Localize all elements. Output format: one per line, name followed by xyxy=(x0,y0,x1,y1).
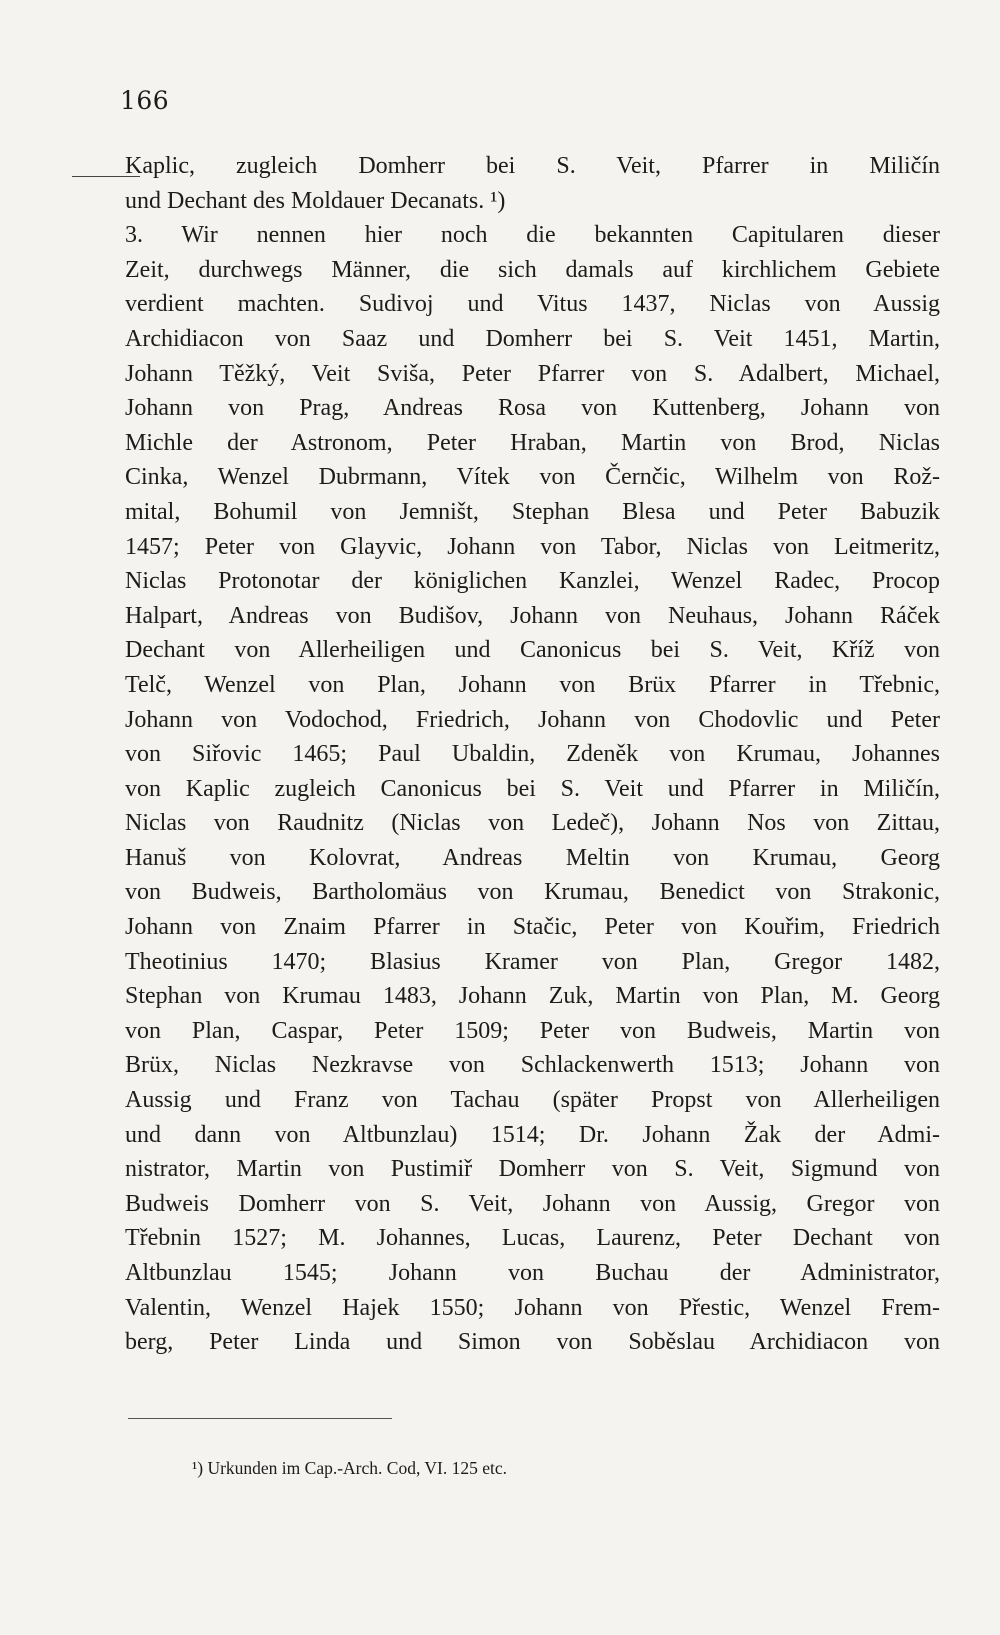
page-number: 166 xyxy=(120,86,170,115)
text-line: und Dechant des Moldauer Decanats. ¹) xyxy=(125,187,506,214)
text-line: Dechant von Allerheiligen und Canonicus bei S. Veit, Kříž von xyxy=(125,637,940,664)
text-line: Cinka, Wenzel Dubrmann, Vítek von Černčic, Wilhelm von Rož- xyxy=(125,464,940,491)
text-line: berg, Peter Linda und Simon von Soběslau Archidiacon von xyxy=(125,1329,940,1356)
text-line: von Budweis, Bartholomäus von Krumau, Benedict von Strakonic, xyxy=(125,879,940,906)
text-line: Theotinius 1470; Blasius Kramer von Plan, Gregor 1482, xyxy=(125,948,940,975)
text-line: Aussig und Franz von Tachau (später Propst von Allerheiligen xyxy=(125,1087,940,1114)
text-line: Johann von Vodochod, Friedrich, Johann von Chodovlic und Peter xyxy=(125,706,940,733)
body-text xyxy=(125,149,940,1360)
text-line: Stephan von Krumau 1483, Johann Zuk, Martin von Plan, M. Georg xyxy=(125,983,940,1010)
text-line: Halpart, Andreas von Budišov, Johann von Neuhaus, Johann Ráček xyxy=(125,602,940,629)
text-line: und dann von Altbunzlau) 1514; Dr. Johann Žak der Admi- xyxy=(125,1121,940,1148)
footnote-divider xyxy=(128,1418,392,1419)
text-line: Brüx, Niclas Nezkravse von Schlackenwerth 1513; Johann von xyxy=(125,1052,940,1079)
text-line: Budweis Domherr von S. Veit, Johann von Aussig, Gregor von xyxy=(125,1190,940,1217)
text-line: von Kaplic zugleich Canonicus bei S. Veit und Pfarrer in Miličín, xyxy=(125,775,940,802)
text-line: Archidiacon von Saaz und Domherr bei S. Veit 1451, Martin, xyxy=(125,325,940,352)
text-line: Michle der Astronom, Peter Hraban, Martin von Brod, Niclas xyxy=(125,429,940,456)
text-line: Telč, Wenzel von Plan, Johann von Brüx Pfarrer in Třebnic, xyxy=(125,671,940,698)
text-line: Johann von Znaim Pfarrer in Stačic, Peter von Kouřim, Friedrich xyxy=(125,914,940,941)
text-line: von Plan, Caspar, Peter 1509; Peter von Budweis, Martin von xyxy=(125,1017,940,1044)
text-line: Altbunzlau 1545; Johann von Buchau der Administrator, xyxy=(125,1260,940,1286)
text-line: Niclas Protonotar der königlichen Kanzlei, Wenzel Radec, Procop xyxy=(125,568,940,595)
text-line: Zeit, durchwegs Männer, die sich damals auf kirchlichem Gebiete xyxy=(125,256,940,283)
text-line: Niclas von Raudnitz (Niclas von Ledeč), Johann Nos von Zittau, xyxy=(125,810,940,837)
text-line: Valentin, Wenzel Hajek 1550; Johann von Přestic, Wenzel Frem- xyxy=(125,1294,940,1321)
footnote: ¹) Urkunden im Cap.-Arch. Cod, VI. 125 etc. xyxy=(192,1458,507,1478)
text-line: mital, Bohumil von Jemništ, Stephan Blesa und Peter Babuzik xyxy=(125,498,940,525)
text-line: Třebnin 1527; M. Johannes, Lucas, Laurenz, Peter Dechant von xyxy=(125,1225,940,1252)
text-line: verdient machten. Sudivoj und Vitus 1437, Niclas von Aussig xyxy=(125,291,940,318)
text-line: Kaplic, zugleich Domherr bei S. Veit, Pfarrer in Miličín xyxy=(125,153,940,179)
text-line: Johann Těžký, Veit Sviša, Peter Pfarrer von S. Adalbert, Michael, xyxy=(125,360,940,387)
text-line: 3. Wir nennen hier noch die bekannten Capitularen dieser xyxy=(125,222,940,249)
text-line: 1457; Peter von Glayvic, Johann von Tabor, Niclas von Leitmeritz, xyxy=(125,533,940,560)
text-line: Hanuš von Kolovrat, Andreas Meltin von Krumau, Georg xyxy=(125,844,940,871)
text-line: Johann von Prag, Andreas Rosa von Kuttenberg, Johann von xyxy=(125,395,940,422)
text-line: nistrator, Martin von Pustimiř Domherr von S. Veit, Sigmund von xyxy=(125,1156,940,1183)
text-line: von Siřovic 1465; Paul Ubaldin, Zdeněk von Krumau, Johannes xyxy=(125,741,940,768)
